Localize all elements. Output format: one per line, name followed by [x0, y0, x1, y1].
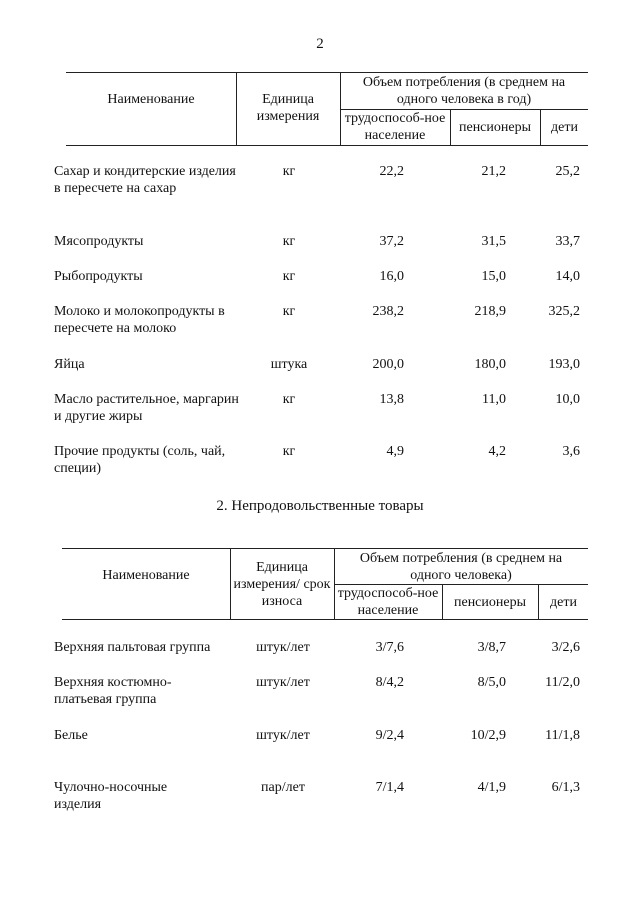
col-unit-header: Единица измерения/ срок износа	[233, 560, 331, 609]
row-pensioners: 8/5,0	[477, 675, 506, 690]
row-unit: кг	[282, 269, 296, 284]
row-children: 11/2,0	[545, 675, 580, 690]
row-pensioners: 4/1,9	[477, 780, 506, 795]
row-pensioners: 10/2,9	[470, 728, 506, 743]
col-name-header: Наименование	[102, 568, 190, 583]
row-pensioners: 15,0	[481, 269, 506, 284]
col-consumption-header: Объем потребления (в среднем на одного человека)	[359, 551, 563, 583]
row-unit: штука	[270, 357, 308, 372]
row-working: 8/4,2	[375, 675, 404, 690]
col-working-header: трудоспособ-ное население	[337, 586, 439, 618]
row-pensioners: 31,5	[481, 234, 506, 249]
row-name: Верхняя костюмно-платьевая группа	[54, 675, 172, 707]
row-name: Яйца	[54, 357, 85, 372]
row-name: Мясопродукты	[54, 234, 144, 249]
row-pensioners: 21,2	[481, 164, 506, 179]
row-working: 37,2	[379, 234, 404, 249]
row-name: Чулочно-носочные изделия	[54, 780, 168, 812]
row-unit: кг	[282, 234, 296, 249]
table2-header	[62, 548, 588, 620]
row-working: 22,2	[379, 164, 404, 179]
row-unit: пар/лет	[261, 780, 305, 795]
row-unit: штук/лет	[256, 728, 310, 743]
row-children: 11/1,8	[545, 728, 580, 743]
row-children: 14,0	[555, 269, 580, 284]
row-unit: кг	[282, 444, 296, 459]
row-name: Сахар и кондитерские изделия в пересчете на сахар	[54, 164, 236, 196]
row-unit: кг	[282, 392, 296, 407]
row-children: 325,2	[548, 304, 580, 319]
col-children-header: дети	[551, 120, 578, 135]
row-children: 3,6	[562, 444, 580, 459]
row-unit: штук/лет	[256, 640, 310, 655]
col-children-header: дети	[550, 595, 577, 610]
col-unit-header: Единица измерения	[256, 92, 320, 124]
col-pensioners-header: пенсионеры	[458, 120, 532, 135]
row-name: Молоко и молокопродукты в пересчете на молоко	[54, 304, 225, 336]
row-name: Масло растительное, маргарин и другие жиры	[54, 392, 239, 424]
row-working: 3/7,6	[375, 640, 404, 655]
row-children: 6/1,3	[551, 780, 580, 795]
row-working: 238,2	[372, 304, 404, 319]
row-pensioners: 3/8,7	[477, 640, 506, 655]
row-name: Верхняя пальтовая группа	[54, 640, 211, 655]
row-working: 13,8	[379, 392, 404, 407]
col-working-header: трудоспособ-ное население	[344, 111, 446, 143]
row-unit: кг	[282, 164, 296, 179]
row-unit: штук/лет	[256, 675, 310, 690]
row-working: 9/2,4	[375, 728, 404, 743]
row-children: 3/2,6	[551, 640, 580, 655]
section-title: 2. Непродовольственные товары	[216, 498, 424, 514]
col-name-header: Наименование	[107, 92, 195, 107]
row-children: 25,2	[555, 164, 580, 179]
row-pensioners: 180,0	[474, 357, 506, 372]
page-number: 2	[316, 36, 324, 52]
row-children: 10,0	[555, 392, 580, 407]
table1-header	[66, 72, 588, 146]
row-name: Прочие продукты (соль, чай, специи)	[54, 444, 226, 476]
col-pensioners-header: пенсионеры	[453, 595, 527, 610]
row-working: 7/1,4	[375, 780, 404, 795]
row-name: Белье	[54, 728, 88, 743]
row-pensioners: 218,9	[474, 304, 506, 319]
row-working: 4,9	[386, 444, 404, 459]
row-pensioners: 11,0	[482, 392, 506, 407]
col-consumption-header: Объем потребления (в среднем на одного человека в год)	[362, 75, 566, 107]
row-children: 193,0	[548, 357, 580, 372]
row-pensioners: 4,2	[488, 444, 506, 459]
row-name: Рыбопродукты	[54, 269, 143, 284]
row-working: 200,0	[372, 357, 404, 372]
row-unit: кг	[282, 304, 296, 319]
row-children: 33,7	[555, 234, 580, 249]
row-working: 16,0	[379, 269, 404, 284]
